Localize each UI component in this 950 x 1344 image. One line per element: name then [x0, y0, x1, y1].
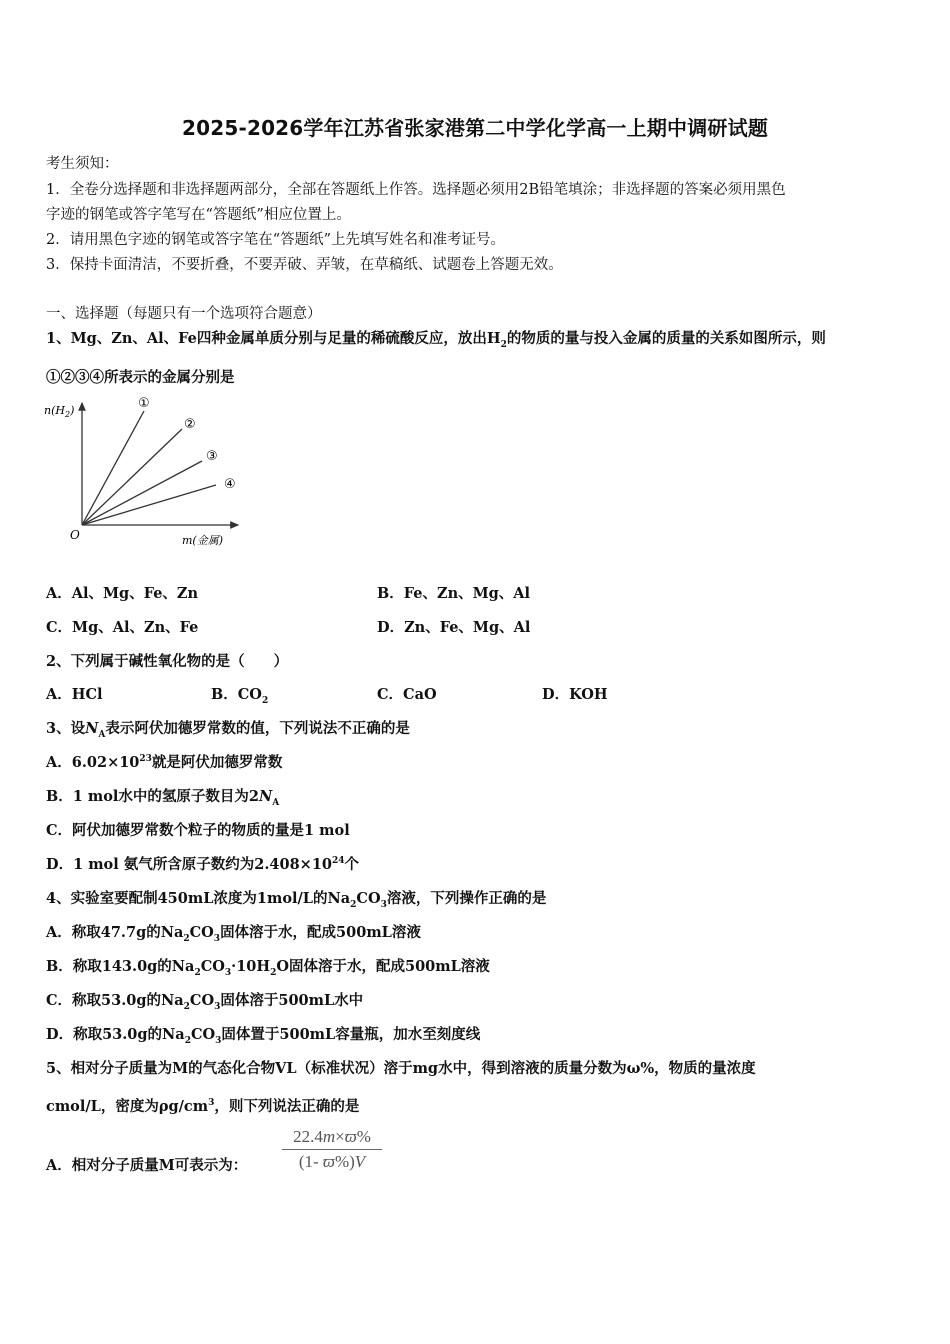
q2-option-a[interactable]: A．HCl [46, 686, 103, 703]
line-label-4: ④ [224, 477, 236, 492]
notice-item-3: 3．保持卡面清洁，不要折叠，不要弄破、弄皱，在草稿纸、试题卷上答题无效。 [46, 257, 563, 273]
q1-option-a[interactable]: A．Al、Mg、Fe、Zn [46, 585, 199, 602]
q3-option-b[interactable]: B．1 mol水中的氢原子数目为$2N_A$ [46, 788, 280, 808]
q3-stem: 3、设$N_A$表示阿伏加德罗常数的值，下列说法不正确的是 [46, 720, 410, 740]
q5-stem-cont: cmol/L，密度为$\rho g/cm^3$，则下列说法正确的是 [46, 1098, 360, 1115]
line-label-2: ② [184, 417, 196, 432]
exam-title: 2025-2026学年江苏省张家港第二中学化学高一上期中调研试题 [181, 116, 769, 140]
q1-option-d[interactable]: D．Zn、Fe、Mg、Al [377, 619, 531, 636]
notice-item-1b: 字迹的钢笔或答字笔写在“答题纸”相应位置上。 [46, 207, 351, 223]
q2-option-c[interactable]: C．CaO [377, 686, 437, 703]
line-label-1: ① [138, 396, 150, 411]
q4-option-c[interactable]: C．称取53.0g的$Na_2CO_3$固体溶于500mL水中 [46, 992, 364, 1012]
origin-label: O [70, 528, 80, 542]
q2-stem: 2、下列属于碱性氧化物的是（ ） [46, 653, 289, 670]
formula-denominator: (1- ϖ%)V [298, 1152, 366, 1171]
notice-heading: 考生须知： [46, 156, 119, 172]
q3-option-c[interactable]: C．阿伏加德罗常数个粒子的物质的量是1 mol [46, 822, 350, 839]
q4-option-b[interactable]: B．称取143.0g的$Na_2CO_3\cdot 10H_2O$固体溶于水，配成500mL溶液 [46, 958, 490, 978]
notice-item-1a: 1．全卷分选择题和非选择题两部分，全部在答题纸上作答。选择题必须用2B铅笔填涂；非选择题的答案必须用黑色 [46, 182, 786, 198]
q3-option-d[interactable]: D．1 mol 氨气所含原子数约为$2.408\times 10^{24}$个 [46, 856, 360, 873]
notice-item-2: 2．请用黑色字迹的钢笔或答字笔在“答题纸”上先填写姓名和准考证号。 [46, 232, 506, 248]
q1-option-b[interactable]: B．Fe、Zn、Mg、Al [377, 585, 531, 602]
q5-stem: 5、相对分子质量为M的气态化合物VL（标准状况）溶于mg水中，得到溶液的质量分数为ω%，物质的量浓度 [46, 1060, 756, 1077]
q1-graph [40, 393, 250, 553]
q1-option-c[interactable]: C．Mg、Al、Zn、Fe [46, 619, 199, 636]
q1-stem-cont: ①②③④所表示的金属分别是 [46, 369, 235, 386]
y-axis-label: $n(H_2)$ [44, 404, 75, 419]
q1-stem: 1、Mg、Zn、Al、Fe四种金属单质分别与足量的稀硫酸反应，放出$H_2$的物质的量与投入金属的质量的关系如图所示，则 [46, 330, 826, 350]
q3-option-a[interactable]: A．$6.02\times 10^{23}$就是阿伏加德罗常数 [46, 754, 283, 771]
q5-option-a-formula [282, 1127, 382, 1172]
q2-option-d[interactable]: D．KOH [542, 686, 608, 703]
q2-option-b[interactable]: B．$CO_2$ [211, 686, 269, 706]
q4-option-a[interactable]: A．称取47.7g的$Na_2CO_3$固体溶于水，配成500mL溶液 [46, 924, 421, 944]
line-label-3: ③ [206, 449, 218, 464]
q5-option-a[interactable]: A．相对分子质量M可表示为： [46, 1157, 248, 1174]
formula-numerator: 22.4m×ϖ% [282, 1127, 382, 1150]
q4-option-d[interactable]: D．称取53.0g的$Na_2CO_3$固体置于500mL容量瓶，加水至刻度线 [46, 1026, 481, 1046]
section-heading: 一、选择题（每题只有一个选项符合题意） [46, 306, 322, 322]
q4-stem: 4、实验室要配制450mL浓度为1mol/L的$Na_2CO_3$溶液，下列操作正确的是 [46, 890, 547, 910]
x-axis-label: m(金属) [182, 534, 224, 547]
